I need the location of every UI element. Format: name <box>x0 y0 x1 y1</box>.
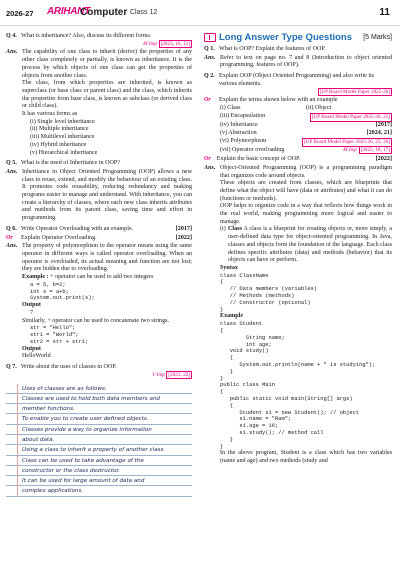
handwritten-answer <box>6 384 192 497</box>
handwritten-line: member functions. <box>6 404 192 414</box>
answer-6: Ans. The property of polymorphism to the operator means using the same operator in different ways is called operator overloading. When an operator is overloaded, its actual meaning and function are not lost; they are hidden due to overloading. Example : + operator can be used to add two integers a = 5, b=2; int s = a+b; System.out.print(s); Output 7 Similarly, + operator can be used to concatenate two strings. str = "Hello"; str1 = "World"; str2 = str + str1; Output HelloWorld <box>6 243 192 360</box>
class-label: Class 12 <box>130 9 158 16</box>
question-7: Q 7. Write about the uses of classes in OOP. <box>6 364 117 371</box>
question-6-or: Or Explain Operator Overloading. [2022] <box>6 234 192 241</box>
handwritten-line: Class can be used to take advantage of the <box>6 456 192 466</box>
answer-4: Ans. The capability of one class to inherit (derive) the properties of any other class completely or partially, is known as inheritance. It is the process by which objects of one class can get the properties of objects from another class. The class, from which properties are inherited, is known as superclass (or base class or parent class) and the class, which inherits the properties from base class, is known as subclass (or derived class or child class). It has various forms as (i) Single level inheritance (ii) Multiple inheritance (iii) Multilevel inheritance (iv) Hybrid inheritance (v) Hierarchical inheritance <box>6 49 192 156</box>
year-tag: [UP Board Model Paper 2025-26] <box>319 88 390 95</box>
edition-year: 2026-27 <box>6 9 34 18</box>
code-block: class Student { String name; int age; void study() { System.out.println(name + " is studying"); } } public class Main { public static void main(String[] args) { Student s1 = new Student(); // object s1.name = "Ram"; s1.age = 16; s1.study(); // method call } } <box>220 321 376 450</box>
handwritten-line: Uses of classes are as follows: <box>6 384 192 394</box>
section-heading: Long Answer Type Questions [5 Marks] <box>204 32 392 43</box>
handwritten-line: To enable you to create user defined objects. <box>6 414 192 424</box>
handwritten-line: Classes provide a way to organize information <box>6 425 192 435</box>
left-column <box>6 30 192 497</box>
answer-2: Ans. Object-Oriented Programming (OOP) is a programming paradigm that organizes code around objects. These objects are created from classes, which are blueprints that define what the object will have (data or attributes) and what it can do (functions or methods). OOP helps to organize code in a way that reflects how things work in the real world, making programming more logical and easier to manage. (i) Class A class is a blueprint for creating objects or, more simply, a user-defined data type for object-oriented programming. In Java, classes and objects form the foundation of the language. Each class defines specific attributes (data) and methods (behavior) that its objects can have or perform. Syntax class ClassName { // Data members (variables) // Methods (methods) // Constructor (optional) } Example class Student { String name; int age; void study() { System.out.println(name + " is studying"); } } public class Main { public static void main(String[] args) { Student s1 = new Student(); // object s1.name = "Ram"; s1.age = 16; s1.study(); // method call } } In the above program, Student is a class which has two variables (name and age) and two methods (study and <box>204 164 393 465</box>
question-4-tags <box>6 41 192 49</box>
subject-title: Computer <box>80 7 128 18</box>
question-2: Q 2. Explain OOP (Object Oriented Programming) and also write its various elements. <box>204 73 375 87</box>
page-number: 11 <box>379 7 390 18</box>
publisher-logo: ARIHANT <box>47 6 90 17</box>
handwritten-line: Using a class to inherit a property of another class. <box>6 445 192 455</box>
book-icon <box>204 33 216 42</box>
terms-list: (i) Class (ii) Object (iii) Encapsulation [UP Board Model Paper 2025-26, 21] (iv) Inheritance [2017] (v) Abstraction [2024, 21] (vi) Polymorphism [UP Board Model Paper 2025-26, 22, 20] (vii) Operator overloading M Imp [2022, 18, 17] <box>220 104 392 154</box>
form-item: (v) Hierarchical inheritance <box>30 149 98 156</box>
form-item: (iii) Multilevel inheritance <box>30 134 95 141</box>
answer-5: Ans. Inheritance in Object Oriented Programming (OOP) allows a new class to reuse, extend, and modify the behaviour of an existing class. It promotes code reusability, reducing redundancy and making programs easier to manage and understand. With inheritance, you can create a hierarchy of classes, where each new class inherits attributes and methods from its parent class, saving time and effort in programming. <box>6 168 192 222</box>
code-block: class ClassName { // Data members (variables) // Methods (methods) // Constructor (optional) } <box>220 272 318 313</box>
importance-tag: M Imp <box>143 40 158 47</box>
code-block: str = "Hello"; str1 = "World"; str2 = str + str1; <box>30 325 89 345</box>
handwritten-line: It can be used for large amount of data and <box>6 476 192 486</box>
answer-1: Ans. Refer to text on page no. 7 and 8 (Introduction to object oriented programming, features of OOP). <box>204 54 392 69</box>
right-column: Long Answer Type Questions [5 Marks] Q 1. What is OOP? Explain the features of OOP. Ans. Refer to text on page no. 7 and 8 (Introduction to object oriented programming, features of OOP). Q 2. Explain OOP (Object Oriented Programming) and also write its various elements. [UP Board Model Paper 2025-26] Or Explain the terms shown below with an example (i) Class (ii) Object (iii) Encapsulation [UP Board Model Paper 2025-26, 21] (iv) Inheritance [2017] (v) Abstraction [2024, 21] (vi) Polymorphism [UP Board Model Paper 2025-26, 22, 20] (vii) Operator overloading M Imp [2022, 18, 17] Or Explain the basic concept of OOP. [2022] Ans. Object-Oriented Programming (OOP) is a programming paradigm that organizes code around objects. These objects are created from classes, which are blueprints that define what the object will have (data or attributes) and what it can do (functions or methods). OOP helps to organize code in a way that reflects how things work in the real world, making programming more logical and easier to manage. (i) Class A class is a blueprint for creating objects or, more simply, a user-defined data type for object-oriented programming. In Java, classes and objects form the foundation of the language. Each class defines specific attributes (data) and methods (behavior) that its objects can have or perform. Syntax class ClassName { // Data members (variables) // Methods (methods) // Constructor (optional) } Example class Student { String name; int age; void study() { System.out.println(name + " is studying"); } } public class Main { public static void main(String[] args) { Student s1 = new Student(); // object s1.name = "Ram"; s1.age = 16; s1.study(); // method call } } In the above program, Student is a class which has two variables (name and age) and two methods (study and <box>204 32 393 465</box>
question-1: Q 1. What is OOP? Explain the features of OOP. <box>204 46 326 52</box>
handwritten-line: constructor or the class destructor. <box>6 466 192 476</box>
question-7-tags <box>6 372 192 380</box>
handwritten-line: Classes are used to hold both data members and <box>6 394 192 404</box>
form-item: (ii) Multiple inheritance <box>30 126 89 133</box>
year-tag: [2023, 22] <box>168 371 190 378</box>
question-6: Q 6. Write Operator Overloading with an example. [2017] <box>6 225 192 232</box>
handwritten-line: complex applications. <box>6 486 192 496</box>
question-5: Q 5. What is the need of Inheritance in OOP? <box>6 160 120 167</box>
form-item: (iv) Hybrid inheritance <box>30 141 87 148</box>
form-item: (i) Single level inheritance <box>30 118 95 125</box>
handwritten-line: about data. <box>6 435 192 445</box>
question-4: Q 4. What is inheritance? Also, discuss its different forms. <box>6 33 152 39</box>
code-block: a = 5, b=2; int s = a+b; System.out.print(s); <box>30 281 95 302</box>
importance-tag: V Imp <box>152 371 165 378</box>
year-tag: [2023, 16, 12] <box>160 40 190 47</box>
page-header <box>0 0 400 26</box>
